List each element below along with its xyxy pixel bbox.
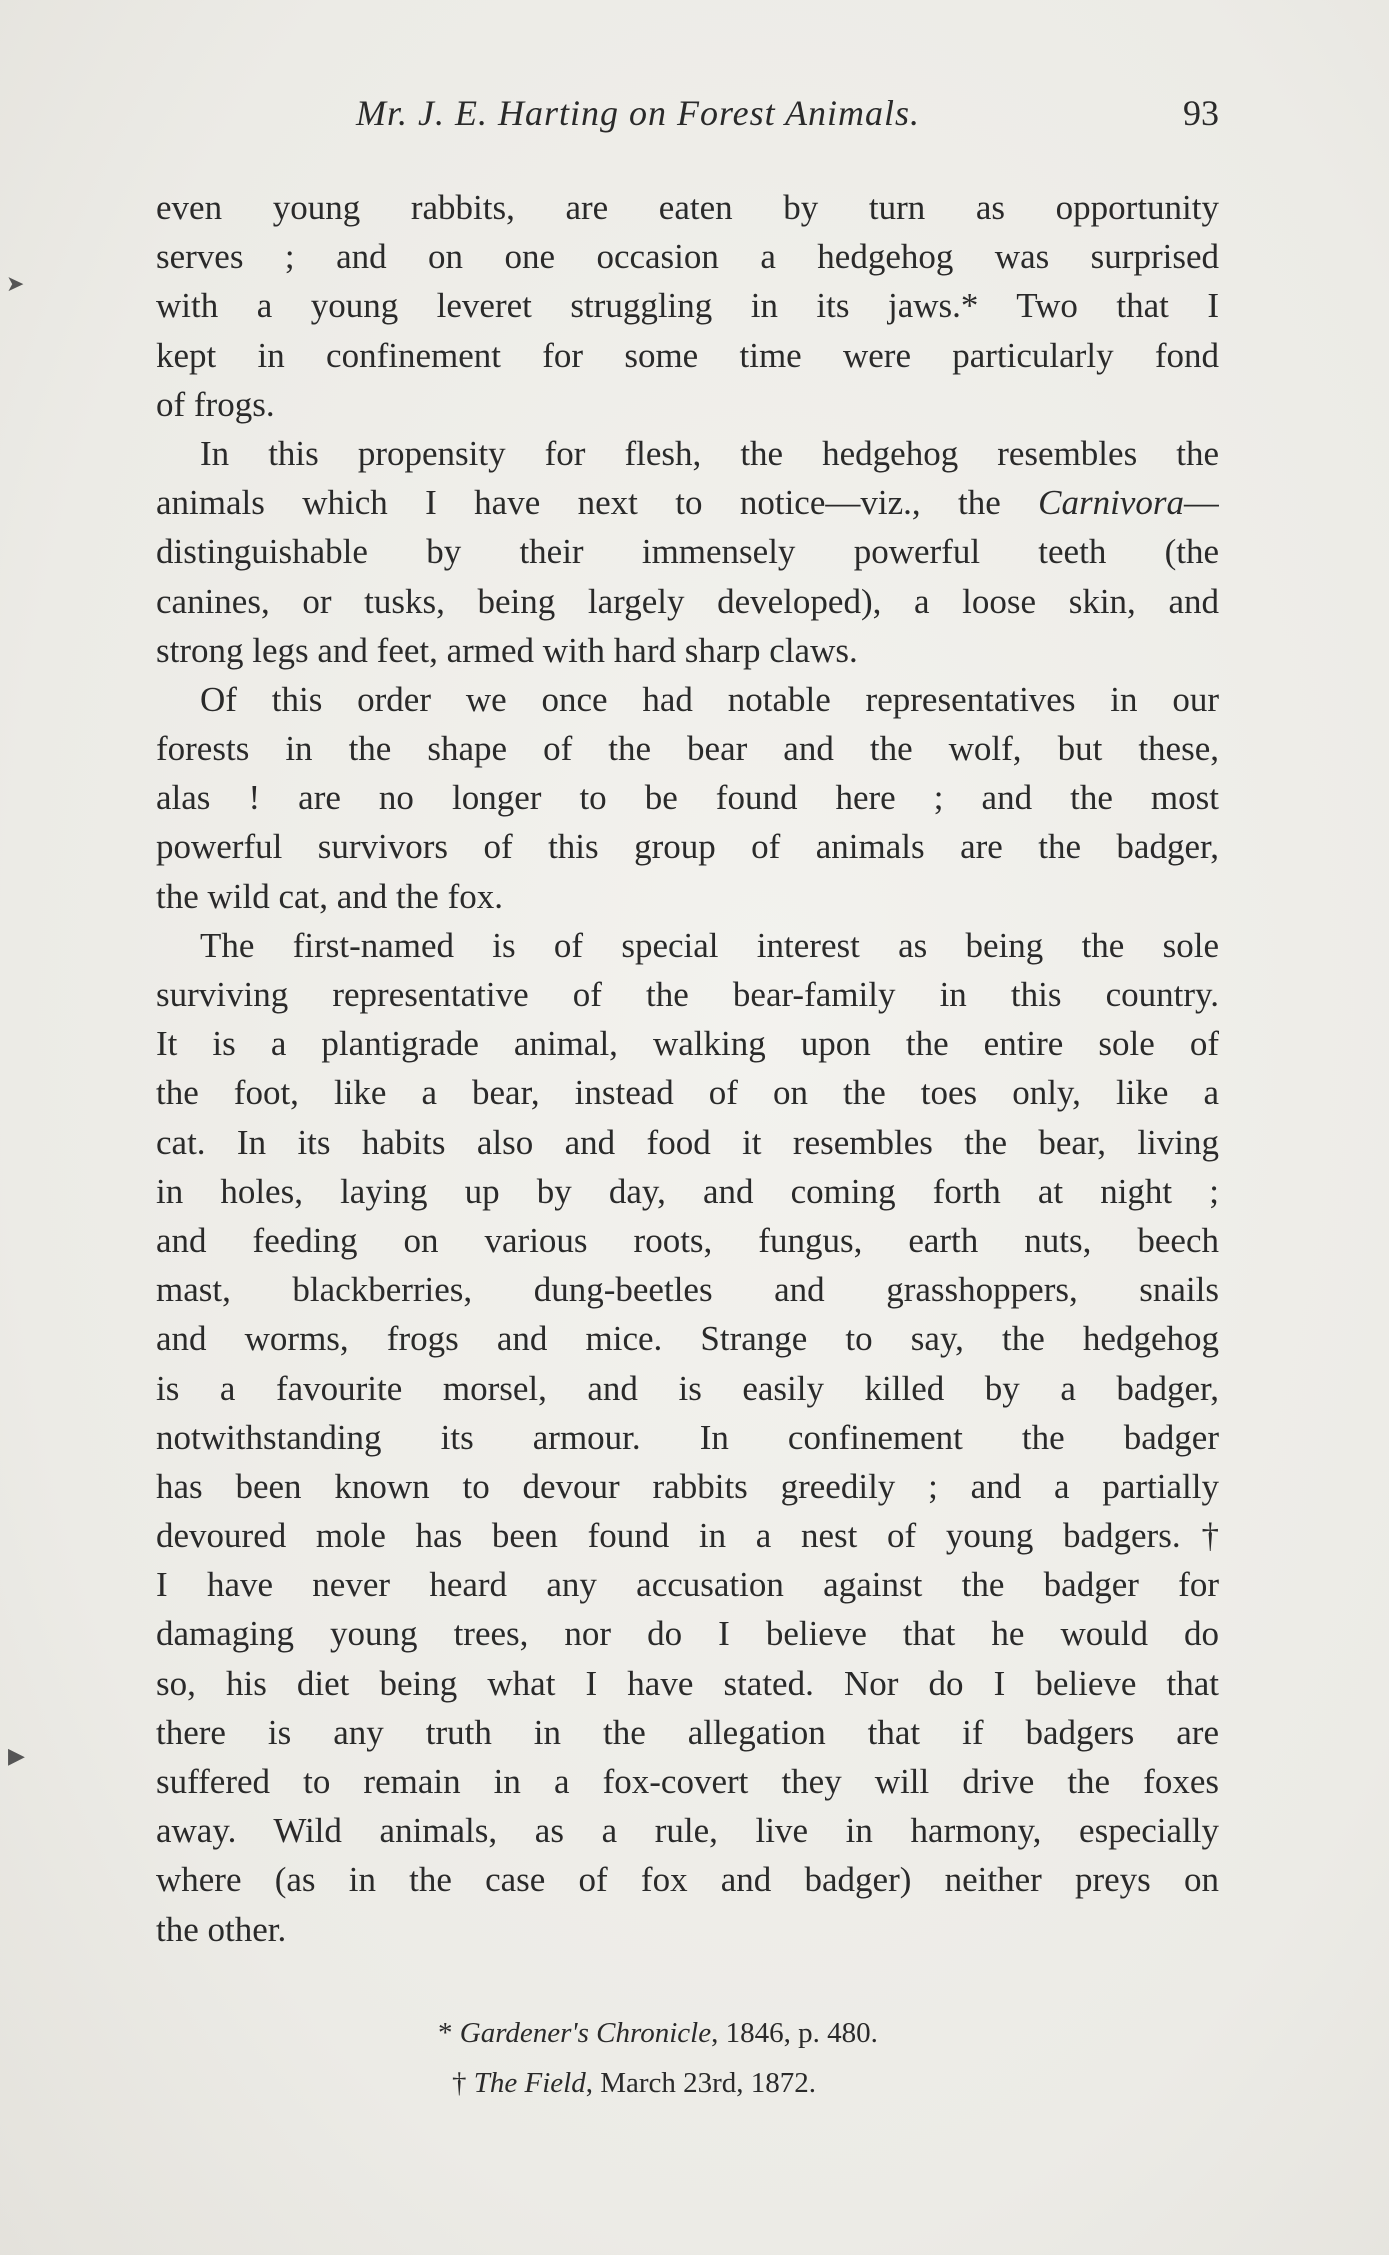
footnote-1-source: Gardener's Chronicle	[459, 2017, 712, 2049]
text-line: animals which I have next to notice—viz., the Carnivora—	[156, 483, 1219, 523]
text-line: distinguishable by their immensely powerful teeth (the	[156, 532, 1219, 572]
footnote-1	[156, 2008, 1219, 2058]
footnote-2-rest: , March 23rd, 1872.	[585, 2067, 817, 2099]
text-line: Of this order we once had notable representatives in our	[200, 679, 1219, 719]
text-line: and feeding on various roots, fungus, earth nuts, beech	[156, 1220, 1219, 1260]
text-line: devoured mole has been found in a nest of young badgers.†	[156, 1516, 1219, 1556]
text-line: mast, blackberries, dung-beetles and grasshoppers, snails	[156, 1270, 1219, 1310]
text-line: serves ; and on one occasion a hedgehog was surprised	[156, 237, 1219, 277]
text-line: powerful survivors of this group of animals are the badger,	[156, 827, 1219, 867]
text-line: I have never heard any accusation against the badger for	[156, 1565, 1219, 1605]
text-line: The first-named is of special interest as being the sole	[200, 925, 1219, 965]
margin-pointer-mark: ▶	[8, 1744, 25, 1769]
text-line: the wild cat, and the fox.	[156, 876, 503, 916]
italic-term: Carnivora	[1038, 483, 1184, 523]
text-line: of frogs.	[156, 384, 275, 424]
text-line: damaging young trees, nor do I believe that he would do	[156, 1614, 1219, 1654]
text-line: It is a plantigrade animal, walking upon the entire sole of	[156, 1024, 1219, 1064]
text-line: there is any truth in the allegation that if badgers are	[156, 1712, 1219, 1752]
text-line: away. Wild animals, as a rule, live in harmony, especially	[156, 1811, 1219, 1851]
text-line: so, his diet being what I have stated. Nor do I believe that	[156, 1663, 1219, 1703]
margin-arrow-mark: ➤	[6, 272, 25, 297]
text-line: surviving representative of the bear-family in this country.	[156, 975, 1219, 1014]
text-line: and worms, frogs and mice. Strange to say, the hedgehog	[156, 1319, 1219, 1359]
text-line: forests in the shape of the bear and the wolf, but these,	[156, 729, 1219, 769]
footnote-1-mark: *	[438, 2017, 453, 2049]
footnote-1-rest: , 1846, p. 480.	[711, 2017, 878, 2049]
text-line: alas ! are no longer to be found here ; and the most	[156, 778, 1219, 818]
text-line: notwithstanding its armour. In confinement the badger	[156, 1417, 1219, 1457]
text-line: suffered to remain in a fox-covert they will drive the foxes	[156, 1762, 1219, 1801]
text-line: the foot, like a bear, instead of on the toes only, like a	[156, 1073, 1219, 1113]
text-line: has been known to devour rabbits greedily ; and a partially	[156, 1466, 1219, 1506]
text-line: the other.	[156, 1909, 287, 1949]
text-line: where (as in the case of fox and badger) neither preys on	[156, 1860, 1219, 1900]
running-head: Mr. J. E. Harting on Forest Animals.	[356, 93, 920, 133]
footnotes	[156, 2008, 1219, 2108]
text-line: with a young leveret struggling in its jaws.* Two that I	[156, 286, 1219, 326]
text-line: cat. In its habits also and food it resembles the bear, living	[156, 1122, 1219, 1162]
text-line: In this propensity for flesh, the hedgehog resembles the	[200, 433, 1219, 473]
text-line: canines, or tusks, being largely developed), a loose skin, and	[156, 581, 1219, 621]
page-header	[156, 92, 1219, 132]
footnote-2-source: The Field	[473, 2067, 586, 2099]
text-line: even young rabbits, are eaten by turn as opportunity	[156, 188, 1219, 227]
body-text	[156, 183, 1219, 1954]
footnote-2	[156, 2058, 1219, 2108]
footnote-2-mark: †	[452, 2067, 467, 2099]
text-line: in holes, laying up by day, and coming forth at night ;	[156, 1171, 1219, 1211]
page-number: 93	[1183, 93, 1219, 133]
text-line: kept in confinement for some time were particularly fond	[156, 335, 1219, 375]
text-line: strong legs and feet, armed with hard sharp claws.	[156, 630, 858, 670]
text-line: is a favourite morsel, and is easily killed by a badger,	[156, 1368, 1219, 1408]
